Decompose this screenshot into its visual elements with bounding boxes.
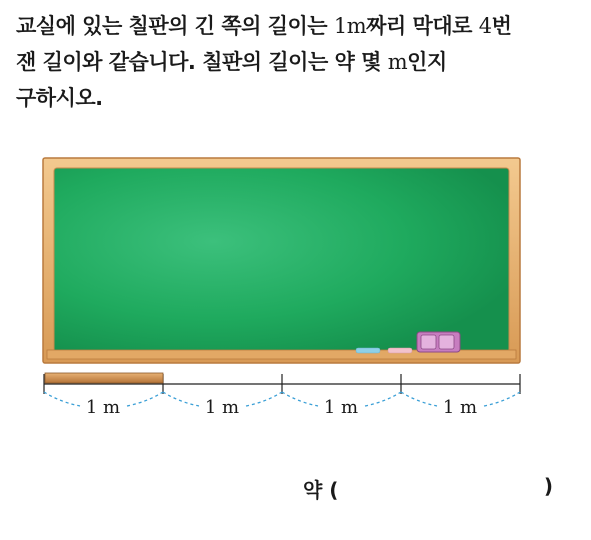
problem-text-segment: 잰 길이와 같습니다. 칠판의 길이는 약 몇 [16,50,388,74]
length-number: 1 [333,14,347,38]
dashed-arc [246,392,282,406]
segment-label-3: 1 m [323,397,359,418]
answer-blank[interactable] [345,474,541,502]
meter-stick [45,373,163,383]
count-number: 4 [478,14,492,38]
dashed-arc [365,392,401,406]
problem-text-segment: 번 [491,14,512,38]
chalkboard [43,158,520,363]
chalk-blue [356,348,380,353]
segment-label-4: 1 m [442,397,478,418]
segment-label-1: 1 m [85,397,121,418]
problem-text-segment: 인지 [407,50,447,74]
eraser [417,332,460,352]
segment-label-2: 1 m [204,397,240,418]
dashed-arc [127,392,163,406]
dashed-arc [44,392,80,406]
answer-suffix: ) [543,474,553,498]
dashed-arc [484,392,520,406]
dashed-arc [282,392,318,406]
board-surface [54,168,509,352]
problem-text-segment: 짜리 막대로 [366,14,479,38]
dashed-arc [163,392,199,406]
problem-text-segment: 교실에 있는 칠판의 긴 쪽의 길이는 [16,14,334,38]
dashed-arc [401,392,437,406]
answer-area [303,474,553,504]
chalk-pink [388,348,412,353]
measure-line [44,373,520,394]
unit-meter: m [387,50,408,74]
answer-prefix: 약 ( [303,478,339,502]
unit-meter: m [346,14,367,38]
problem-line-3: 구하시오. [16,86,103,110]
